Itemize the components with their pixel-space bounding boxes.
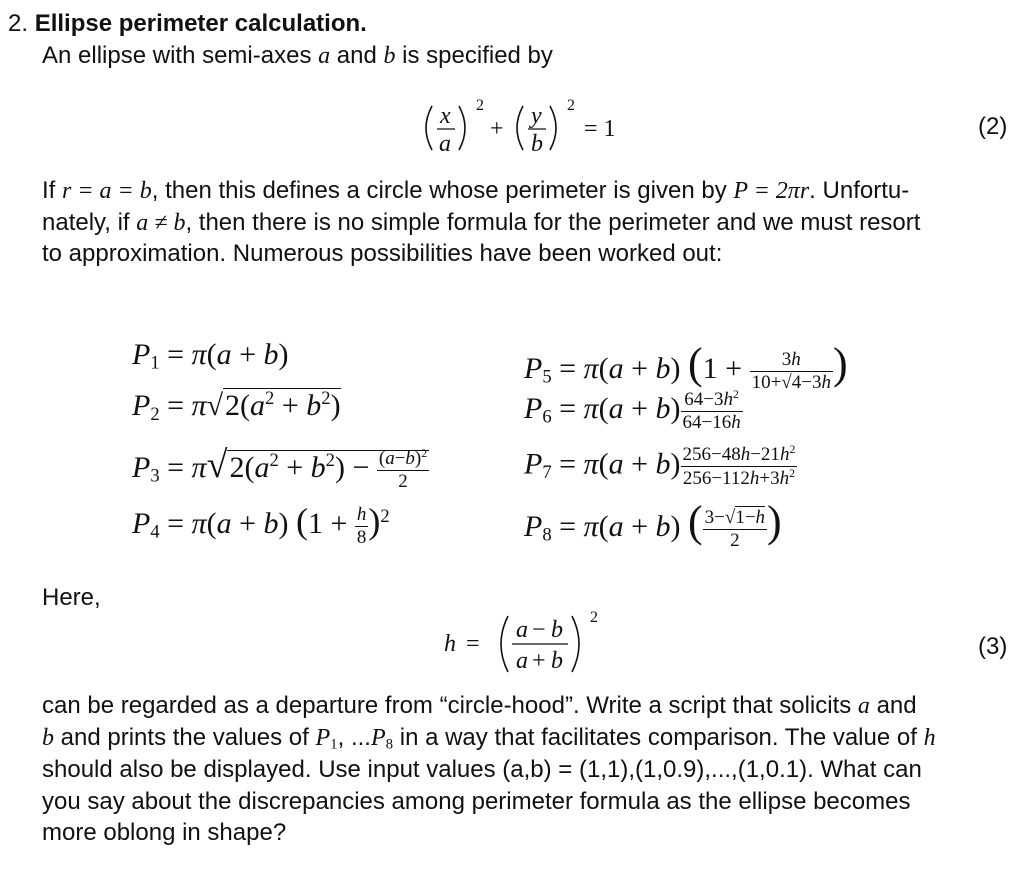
problem-number: 2. [8,10,29,37]
svg-text:b: b [531,131,543,157]
svg-text:= 1: = 1 [584,116,616,142]
para2-line1: can be regarded as a departure from “circle-hood”. Write a script that solicits a and [42,692,917,719]
equation-number-3: (3) [978,633,1008,660]
formula-p4: $P_4 = \pi(a + b) (1$ + $\frac{h}{8}$ )$^2$ [132,501,390,548]
para2-line3: should also be displayed. Use input values (a,b) = (1,1),(1,0.9),...,(1,0.1). What can [42,756,922,783]
formula-p3: $P_3 = \pi√2(a^2 + b^2)$ − $\frac{(a-b)^2}{2}$ [132,444,428,493]
problem-title: Ellipse perimeter calculation. [34,10,367,37]
svg-text:+: + [532,648,546,674]
svg-text:=: = [466,631,480,657]
ellipse-equation-svg [418,96,638,160]
svg-text:y: y [531,103,542,129]
svg-text:a: a [439,131,451,157]
formula-p6: $P_6 = \pi(a + b)$ $\frac{64-3h^2}{64-16h}$ [524,388,741,434]
svg-text:x: x [440,103,451,129]
problem-header [8,8,367,40]
svg-text:a: a [516,617,528,643]
equation-h [444,604,624,687]
formula-p2: $P_2 = \pi√2(a^2 + b^2)$ [132,388,341,425]
svg-text:2: 2 [476,97,484,114]
svg-text:b: b [551,648,563,674]
para1-line3: to approximation. Numerous possibilities have been worked out: [42,240,723,267]
para2-line2: b and prints the values of $P_1$, $...P_8$ in a way that facilitates comparison. The value of h [42,724,936,753]
svg-text:2: 2 [567,97,575,114]
formula-p7: $P_7 = \pi(a + b)$ $\frac{256-48h-21h^2}{256-112h+3h^2}$ [524,443,796,490]
para2-line4: you say about the discrepancies among perimeter formula as the ellipse becomes [42,788,911,815]
svg-text:h: h [444,631,456,657]
para1-line2: nately, if a ≠ b, then there is no simple formula for the perimeter and we must resort [42,209,921,236]
formula-p8: $P_8 = \pi(a + b)$ ( $\frac{3-√1-h}{2}$ ) [524,497,782,551]
here-label: Here, [42,584,101,611]
svg-text:2: 2 [590,609,598,626]
equation-ellipse [418,96,638,160]
svg-text:b: b [551,617,563,643]
para1-line1: If r = a = b, then this defines a circle whose perimeter is given by P = 2πr. Unfortu- [42,177,910,204]
para2-line5: more oblong in shape? [42,819,287,846]
h-equation-svg [444,604,624,682]
intro-line: An ellipse with semi-axes a and b is specified by [42,42,553,69]
formula-p1: $P_1 = \pi(a + b)$ [132,338,289,374]
formula-p5: $P_5 = \pi(a + b) (1$ + $\frac{3h}{10+√4-3h}$ ) [524,339,848,393]
equation-number-2: (2) [978,113,1008,140]
svg-text:+: + [490,116,504,142]
svg-text:a: a [516,648,528,674]
svg-text:−: − [532,617,546,643]
